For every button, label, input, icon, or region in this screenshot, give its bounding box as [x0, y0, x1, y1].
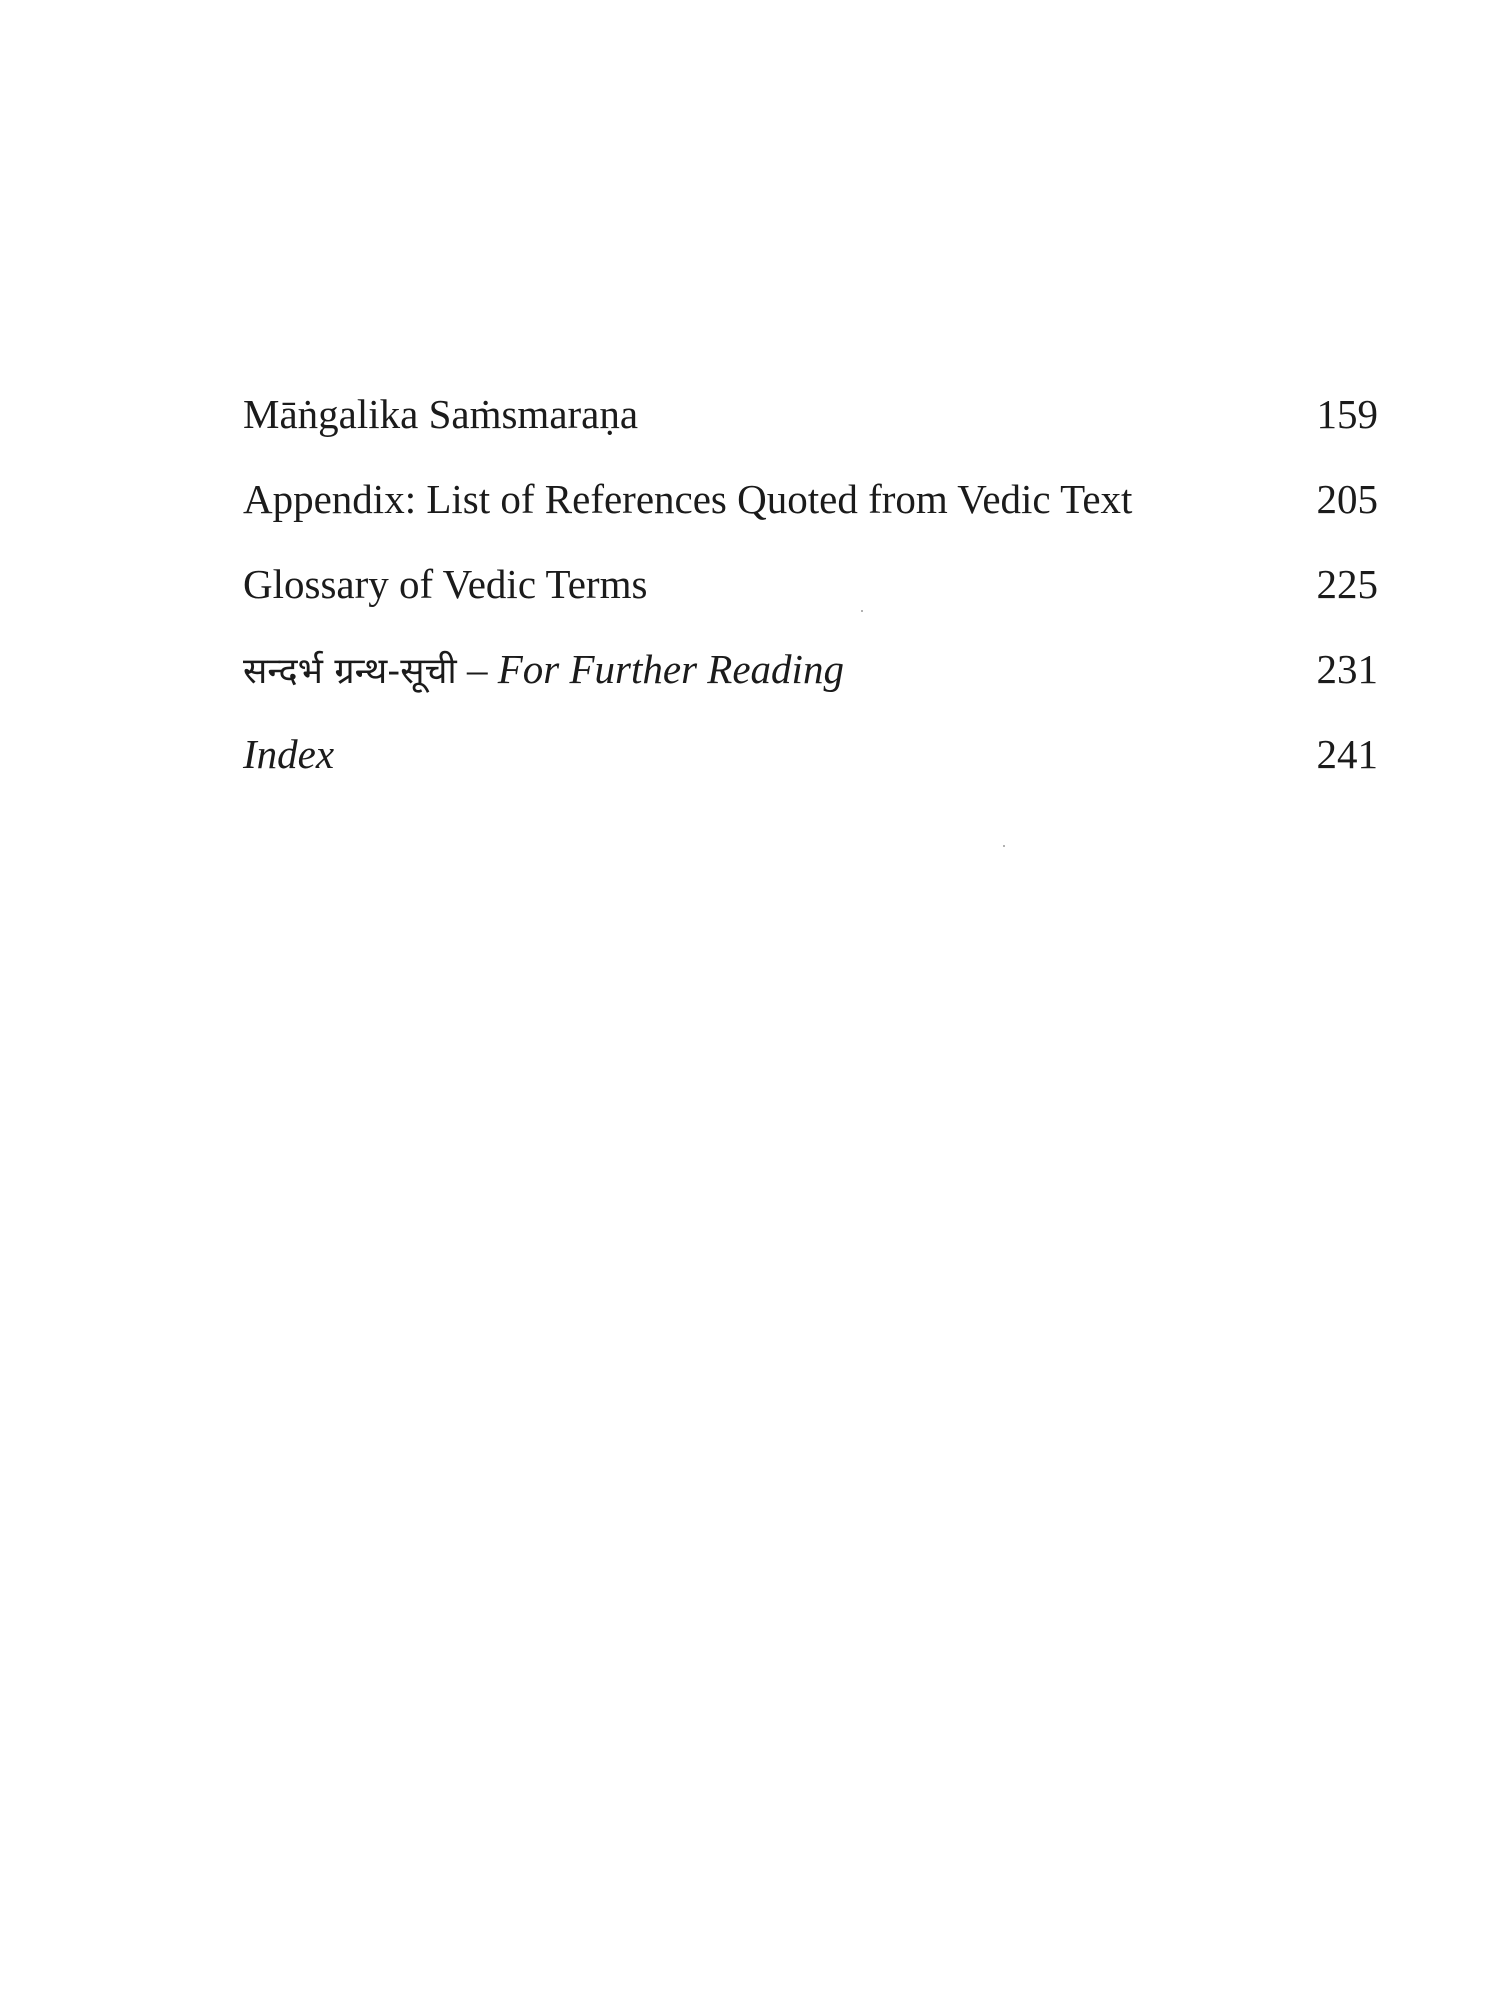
toc-entry-mangalika-samsmarana[interactable]: [243, 388, 1378, 473]
toc-entry-title-devanagari: सन्दर्भ ग्रन्थ-सूची: [243, 651, 457, 692]
scan-speck: [861, 610, 863, 612]
table-of-contents: [243, 388, 1378, 813]
toc-entry-page-number: 159: [1316, 391, 1378, 437]
toc-entry-title: Glossary of Vedic Terms: [243, 561, 648, 607]
toc-entry-title: Māṅgalika Saṁsmaraṇa: [243, 391, 639, 437]
toc-entry-appendix[interactable]: [243, 473, 1378, 558]
toc-entry-page-number: 241: [1316, 731, 1378, 777]
toc-entry-index[interactable]: [243, 728, 1378, 813]
toc-entry-title-english: For Further Reading: [497, 646, 844, 692]
scan-speck: [1003, 845, 1005, 847]
toc-entry-title-separator: –: [456, 646, 498, 692]
toc-entry-page-number: 205: [1316, 476, 1378, 522]
toc-entry-page-number: 231: [1316, 646, 1378, 692]
toc-entry-title: Appendix: List of References Quoted from Vedic Text: [243, 476, 1133, 522]
toc-entry-title: [243, 643, 844, 698]
toc-entry-title-italic: Index: [243, 731, 335, 777]
toc-entry-title: [243, 728, 334, 780]
toc-entry-page-number: 225: [1316, 561, 1378, 607]
toc-entry-glossary[interactable]: [243, 558, 1378, 643]
toc-entry-further-reading[interactable]: [243, 643, 1378, 728]
